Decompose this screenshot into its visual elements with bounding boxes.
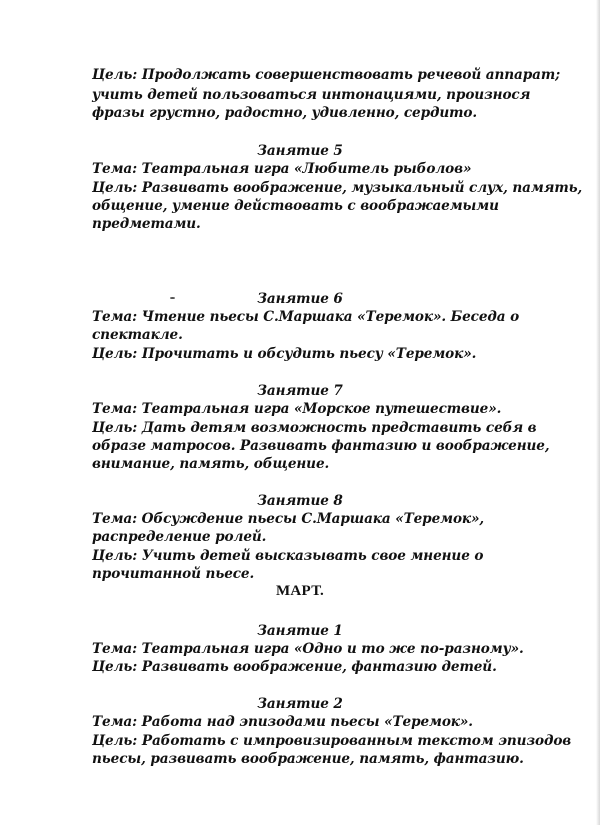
scan-shadow-edge [596,0,600,825]
lesson-7-topic: Тема: Театральная игра «Морское путешествие». [92,401,502,417]
lesson-7-goal-line-3: внимание, память, общение. [92,456,330,472]
lesson-5-goal-line-3: предметами. [92,216,201,232]
lesson-7-goal-line-2: образе матросов. Развивать фантазию и воображение, [92,438,550,454]
march-lesson-2-topic: Тема: Работа над эпизодами пьесы «Теремок». [92,714,473,730]
lesson-6-title: Занятие 6 [257,291,343,307]
lesson-6-topic-line-2: спектакле. [92,327,183,343]
intro-goal-line-2: учить детей пользоваться интонациями, произнося [92,87,531,103]
lesson-5-title: Занятие 5 [257,143,343,159]
lesson-8-title: Занятие 8 [257,493,343,509]
lesson-7-title: Занятие 7 [257,383,343,399]
intro-goal-line-1: Цель: Продолжать совершенствовать речевой аппарат; [92,67,561,83]
march-lesson-2-goal-line-1: Цель: Работать с импровизированным текстом эпизодов [92,733,572,749]
march-lesson-2-goal-line-2: пьесы, развивать воображение, память, фантазию. [92,751,524,767]
intro-goal-line-3: фразы грустно, радостно, удивленно, сердито. [92,105,478,121]
lesson-5-topic: Тема: Театральная игра «Любитель рыболов» [92,161,472,177]
lesson-8-goal-line-2: прочитанной пьесе. [92,566,255,582]
lesson-7-goal-line-1: Цель: Дать детям возможность представить себя в [92,420,537,436]
lesson-6-topic-line-1: Тема: Чтение пьесы С.Маршака «Теремок». Беседа о [92,309,520,325]
march-lesson-2-title: Занятие 2 [257,696,343,712]
march-lesson-1-goal: Цель: Развивать воображение, фантазию детей. [92,659,497,675]
lesson-5-goal-line-2: общение, умение действовать с воображаемыми [92,198,499,214]
month-heading: МАРТ. [275,583,325,599]
lesson-8-topic-line-1: Тема: Обсуждение пьесы С.Маршака «Теремок», [92,511,485,527]
lesson-8-goal-line-1: Цель: Учить детей высказывать свое мнение о [92,548,484,564]
lesson-8-topic-line-2: распределение ролей. [92,529,267,545]
lesson-5-goal-line-1: Цель: Развивать воображение, музыкальный слух, память, [92,180,583,196]
lesson-6-goal: Цель: Прочитать и обсудить пьесу «Теремок». [92,346,477,362]
march-lesson-1-title: Занятие 1 [257,623,343,639]
march-lesson-1-topic: Тема: Театральная игра «Одно и то же по-разному». [92,641,524,657]
